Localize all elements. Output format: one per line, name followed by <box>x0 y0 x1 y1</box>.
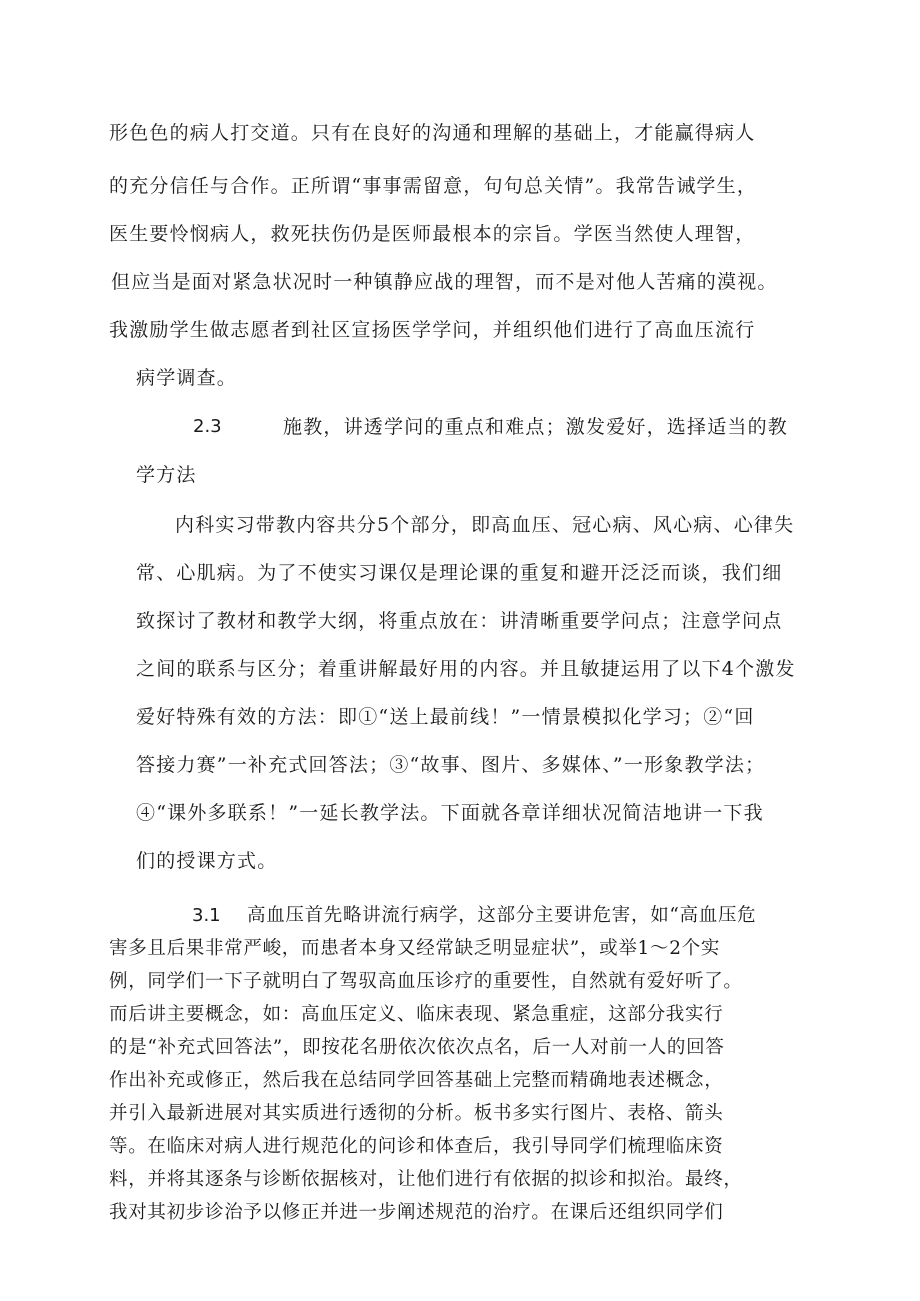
text-line: 料，并将其逐条与诊断依据核对，让他们进行有依据的拟诊和拟治。最终， <box>109 1169 743 1190</box>
text-line: 答接力赛”一补充式回答法；③“故事、图片、多媒体、”一形象教学法； <box>136 754 766 776</box>
text-line: 常、心肌病。为了不使实习课仅是理论课的重复和避开泛泛而谈，我们细 <box>136 562 783 584</box>
section-number: 2.3 <box>193 416 222 437</box>
text-line: 病学调查。 <box>136 367 238 389</box>
text-line: 致探讨了教材和教学大纲，将重点放在：讲清晰重要学问点；注意学问点 <box>136 610 783 632</box>
text-line: 我对其初步诊治予以修正并进一步阐述规范的治疗。在课后还组织同学们 <box>109 1202 724 1223</box>
text-line: 之间的联系与区分；着重讲解最好用的内容。并且敏捷运用了以下4个激发 <box>136 658 796 680</box>
text-line: 的是“补充式回答法”，即按花名册依次依次点名，后一人对前一人的回答 <box>109 1037 725 1058</box>
text-line: 我激励学生做志愿者到社区宣扬医学学问，并组织他们进行了高血压流行 <box>109 319 756 341</box>
text-line: 形色色的病人打交道。只有在良好的沟通和理解的基础上，才能赢得病人 <box>109 122 756 144</box>
section-heading: 施教，讲透学问的重点和难点；激发爱好，选择适当的教 <box>283 416 789 438</box>
text-line: 害多且后果非常严峻，而患者本身又经常缺乏明显症状”，或举1～2个实 <box>109 938 721 959</box>
text-line: 医生要怜悯病人，救死扶伤仍是医师最根本的宗旨。学医当然使人理智， <box>109 223 756 245</box>
text-line: ④“课外多联系！”一延长教学法。下面就各章详细状况简洁地讲一下我 <box>136 802 764 824</box>
text-line: 例，同学们一下子就明白了驾驭高血压诊疗的重要性，自然就有爱好听了。 <box>109 971 743 992</box>
text-line: 并引入最新进展对其实质进行透彻的分析。板书多实行图片、表格、箭头 <box>109 1103 724 1124</box>
text-line: 们的授课方式。 <box>136 850 278 872</box>
text-line: 作出补充或修正，然后我在总结同学回答基础上完整而精确地表述概念， <box>109 1070 724 1091</box>
text-line: 高血压首先略讲流行病学，这部分主要讲危害，如“高血压危 <box>247 905 757 926</box>
section-number: 3.1 <box>192 905 221 926</box>
text-line: 但应当是面对紧急状况时一种镇静应战的理智，而不是对他人苦痛的漠视。 <box>111 271 778 293</box>
section-heading: 学方法 <box>136 464 197 486</box>
text-line: 爱好特殊有效的方法：即①“送上最前线！”一情景模拟化学习；②“回 <box>136 706 755 728</box>
text-line: 等。在临床对病人进行规范化的问诊和体查后，我引导同学们梳理临床资 <box>109 1136 724 1157</box>
text-line: 的充分信任与合作。正所谓“事事需留意，句句总关情”。我常告诫学生， <box>109 175 758 197</box>
text-line: 内科实习带教内容共分5个部分，即高血压、冠心病、风心病、心律失 <box>175 514 795 536</box>
text-line: 而后讲主要概念，如：高血压定义、临床表现、紧急重症，这部分我实行 <box>109 1004 724 1025</box>
